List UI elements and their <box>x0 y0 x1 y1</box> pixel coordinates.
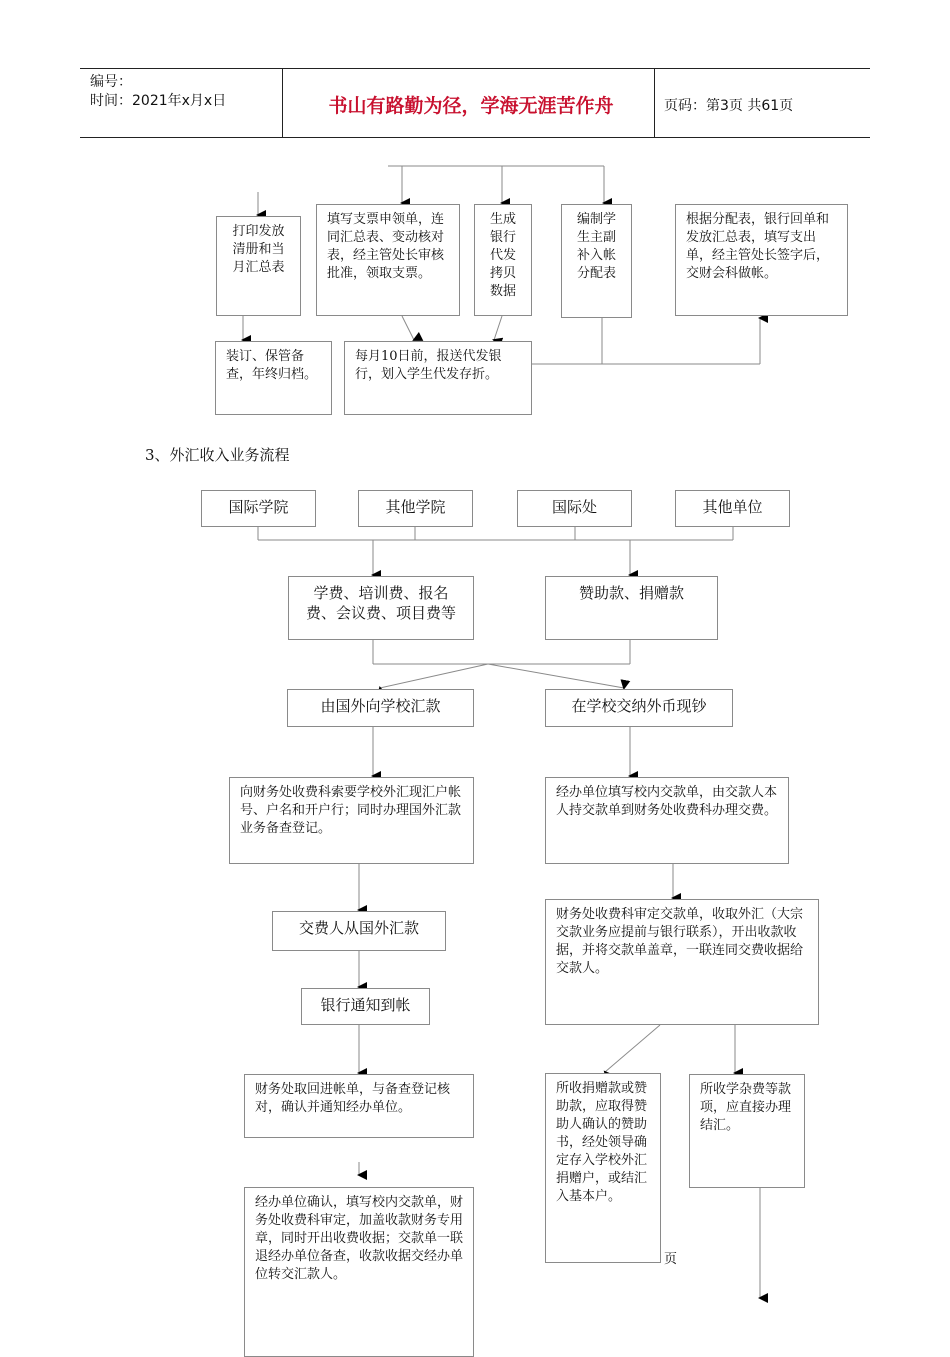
box-review: 财务处收费科审定交款单，收取外汇（大宗交款业务应提前与银行联系），开出收款收据，并将交款单盖章，一联连同交费收据给交款人。 <box>545 899 819 1025</box>
box-compile-table: 编制学生主副补入帐分配表 <box>561 204 632 318</box>
box-request-account: 向财务处收费科索要学校外汇现汇户帐号、户名和开户行；同时办理国外汇款业务备查登记。 <box>229 777 474 864</box>
box-cash: 在学校交纳外币现钞 <box>545 689 733 727</box>
box-source-other-college: 其他学院 <box>358 490 473 527</box>
box-source-intl-office: 国际处 <box>517 490 632 527</box>
box-donations: 赞助款、捐赠款 <box>545 576 718 640</box>
box-fill-form: 经办单位填写校内交款单，由交款人本人持交款单到财务处收费科办理交费。 <box>545 777 789 864</box>
header-motto: 书山有路勤为径，学海无涯苦作舟 <box>328 95 614 117</box>
serial-label: 编号： <box>90 74 132 90</box>
time-label: 时间：2021年x月x日 <box>90 93 227 109</box>
box-generate-data: 生成银行代发拷贝数据 <box>474 204 532 316</box>
section-title: 3、外汇收入业务流程 <box>145 446 290 464</box>
footer-page-mark: 页 <box>664 1252 678 1267</box>
box-fill-check: 填写支票申领单，连同汇总表、变动核对表，经主管处长审核批准，领取支票。 <box>316 204 460 316</box>
box-fees: 学费、培训费、报名费、会议费、项目费等 <box>288 576 474 640</box>
box-unit-confirm: 经办单位确认，填写校内交款单，财务处收费科审定，加盖收款财务专用章，同时开出收费收据；交款单一联退经办单位备查，收款收据交经办单位转交汇款人。 <box>244 1187 474 1357</box>
box-confirm: 财务处取回进帐单，与备查登记核对，确认并通知经办单位。 <box>244 1074 474 1138</box>
box-archive: 装订、保管备查，年终归档。 <box>215 341 332 415</box>
box-bank-notice: 银行通知到帐 <box>301 988 430 1025</box>
box-donation-handle: 所收捐赠款或赞助款，应取得赞助人确认的赞助书，经处领导确定存入学校外汇捐赠户，或结汇入基本户。 <box>545 1073 661 1263</box>
box-source-intl-college: 国际学院 <box>201 490 316 527</box>
box-source-other-unit: 其他单位 <box>675 490 790 527</box>
box-print-list: 打印发放清册和当月汇总表 <box>216 216 301 316</box>
box-accounting: 根据分配表，银行回单和发放汇总表，填写支出单，经主管处长签字后，交财会科做帐。 <box>675 204 848 316</box>
page-number-label: 页码：第3页 共61页 <box>664 98 794 114</box>
box-send-bank: 每月10日前，报送代发银行，划入学生代发存折。 <box>344 341 532 415</box>
box-tuition-handle: 所收学杂费等款项，应直接办理结汇。 <box>689 1074 805 1188</box>
box-remit: 由国外向学校汇款 <box>287 689 474 727</box>
box-payer-remit: 交费人从国外汇款 <box>272 911 446 951</box>
